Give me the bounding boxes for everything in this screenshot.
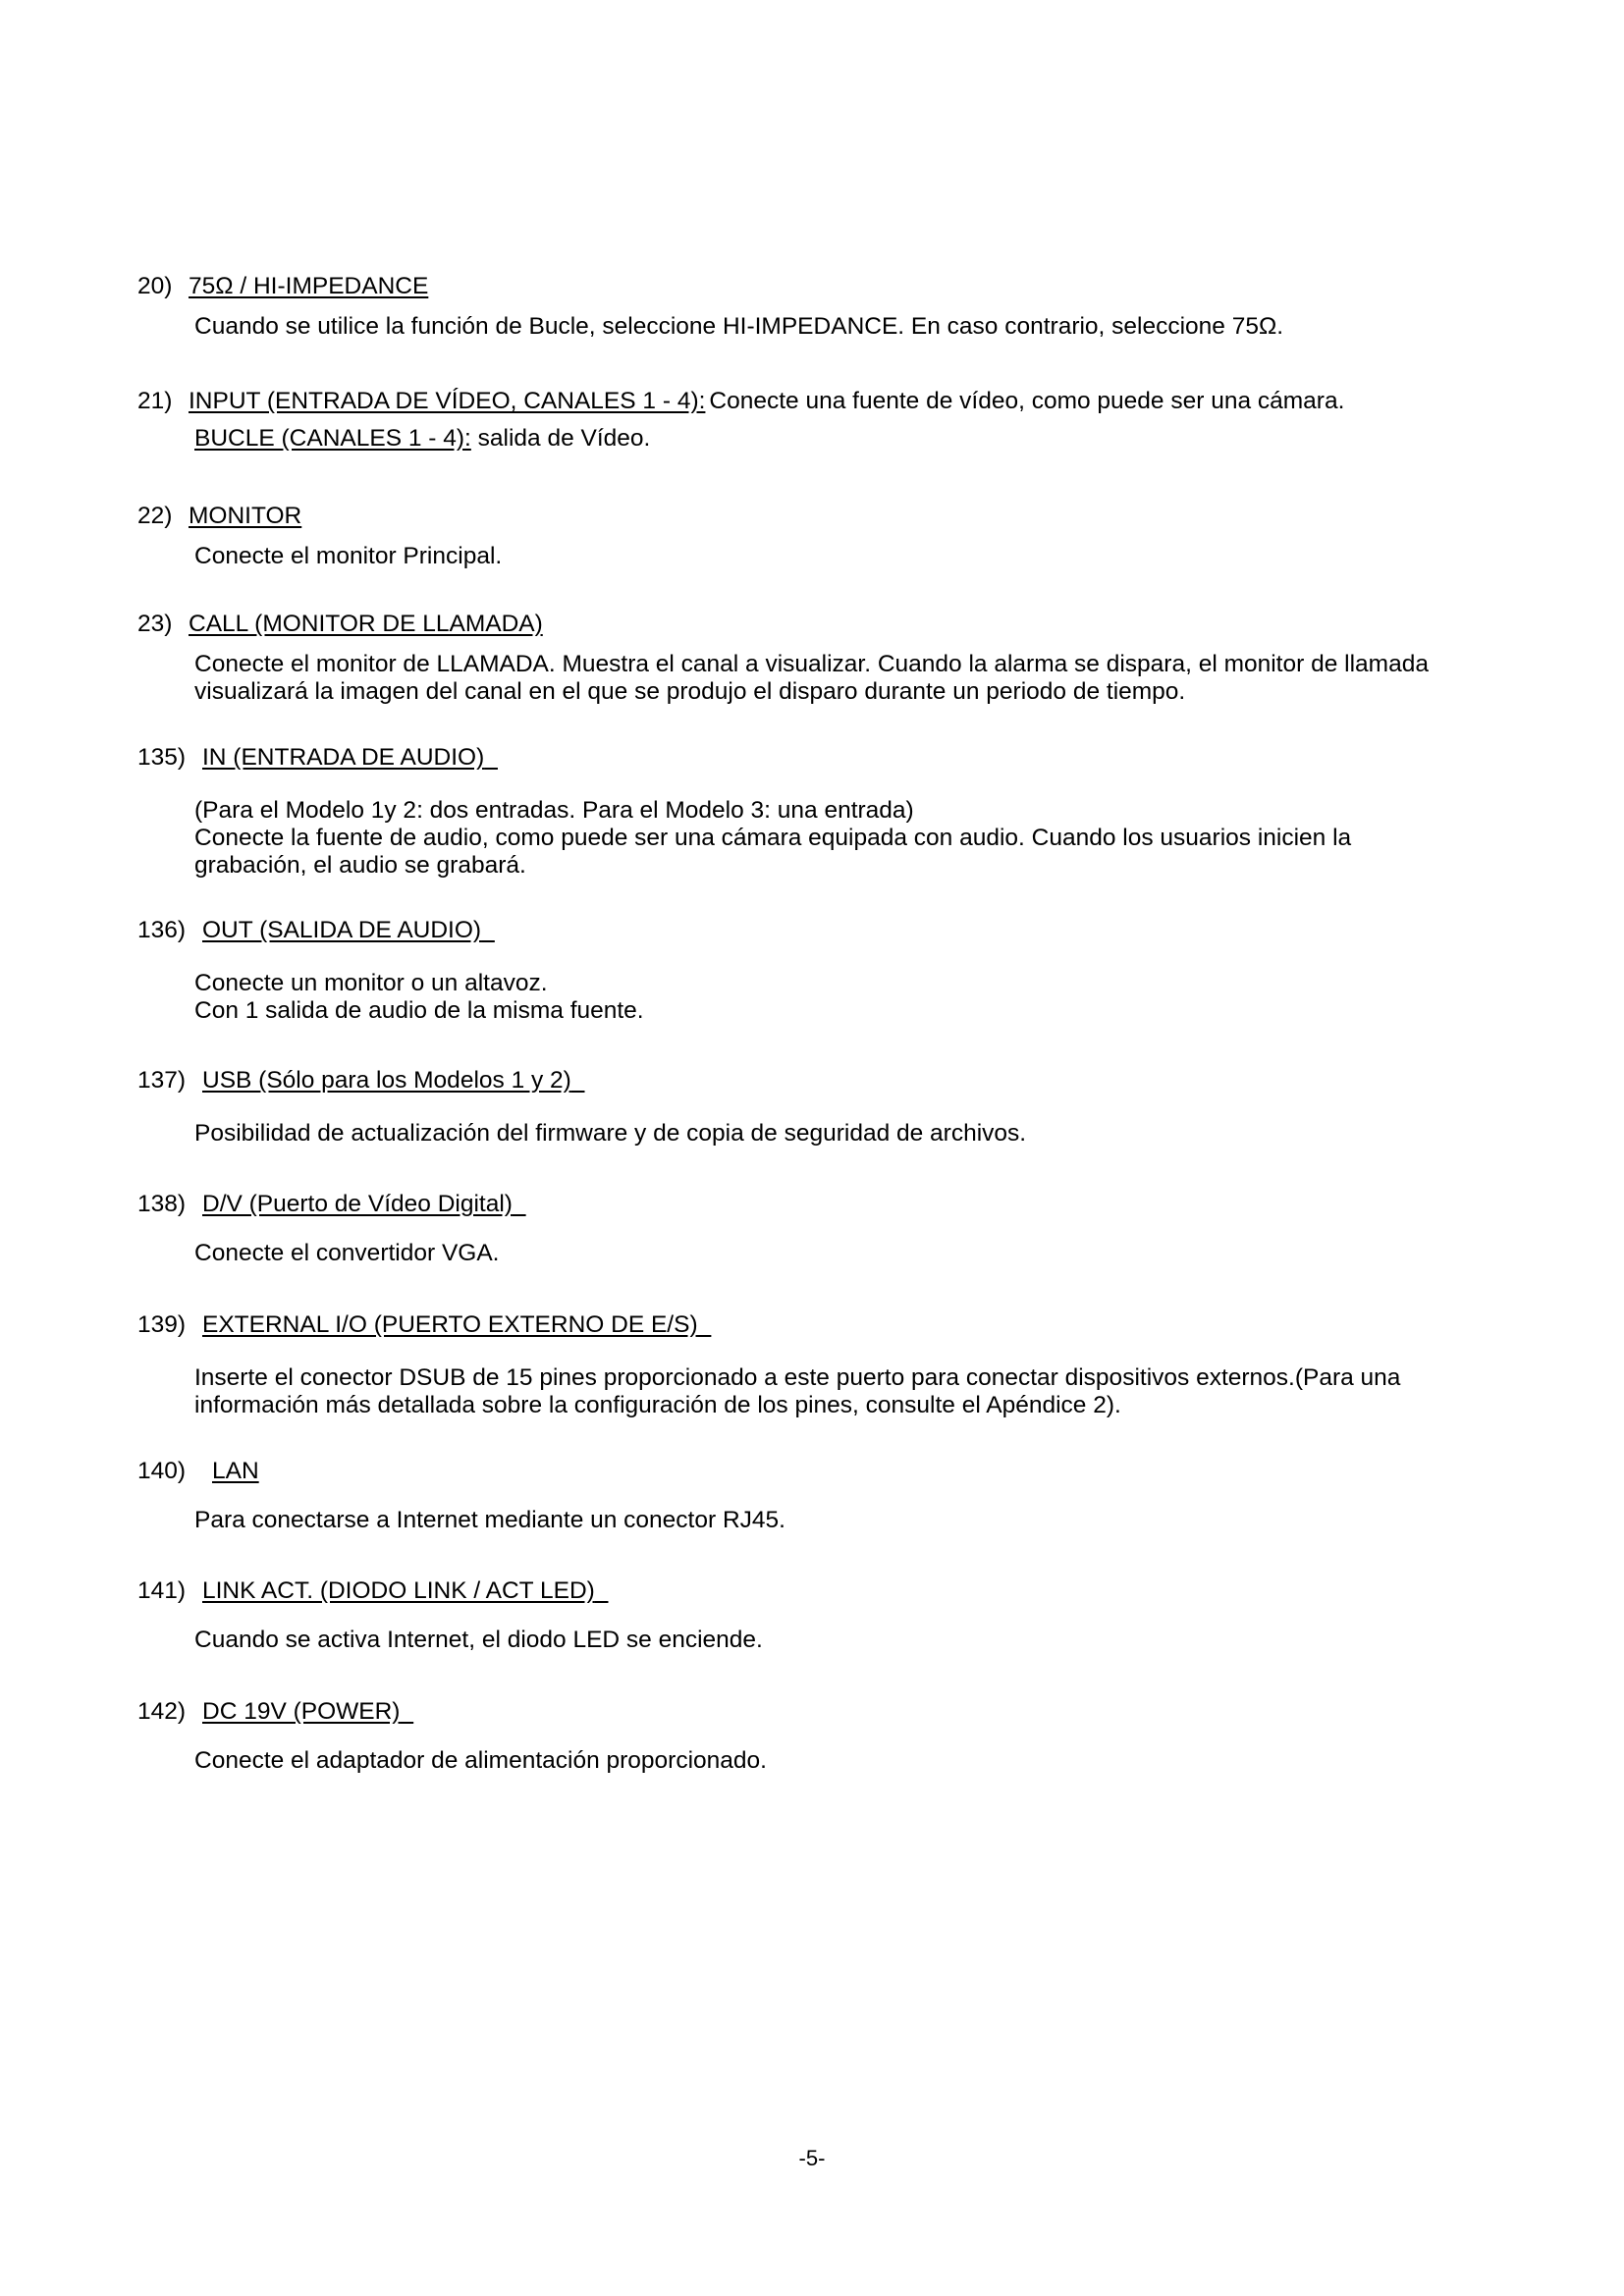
item-heading: 75Ω / HI-IMPEDANCE: [189, 273, 429, 299]
page-number: -5-: [798, 2146, 826, 2170]
item-heading: CALL (MONITOR DE LLAMADA): [189, 611, 543, 637]
item-text: Inserte el conector DSUB de 15 pines proporcionado a este puerto para conectar dispositivos externos.(Para una: [194, 1364, 1401, 1391]
item-140: [137, 1458, 1512, 1534]
item-text: Conecte el monitor de LLAMADA. Muestra el canal a visualizar. Cuando la alarma se dispara, el monitor de llamada: [194, 651, 1429, 677]
item-text: Con 1 salida de audio de la misma fuente.: [194, 997, 644, 1024]
item-heading: DC 19V (POWER): [202, 1698, 401, 1725]
item-number: 21): [137, 388, 173, 414]
item-20: [137, 273, 1512, 341]
item-text: Conecte un monitor o un altavoz.: [194, 970, 548, 996]
item-135: [137, 744, 1512, 880]
item-number: 135): [137, 744, 187, 771]
item-number: 136): [137, 917, 187, 943]
item-text: visualizará la imagen del canal en el que se produjo el disparo durante un periodo de tiempo.: [194, 678, 1186, 705]
item-heading: INPUT (ENTRADA DE VÍDEO, CANALES 1 - 4):: [189, 388, 706, 414]
item-139: [137, 1311, 1512, 1419]
item-number: 140): [137, 1458, 187, 1484]
item-text: Conecte el monitor Principal.: [194, 543, 503, 569]
item-number: 141): [137, 1577, 187, 1604]
item-heading: USB (Sólo para los Modelos 1 y 2): [202, 1067, 571, 1094]
item-142: [137, 1698, 1512, 1775]
item-text: Conecte el convertidor VGA.: [194, 1240, 500, 1266]
item-text: información más detallada sobre la configuración de los pines, consulte el Apéndice 2).: [194, 1392, 1121, 1418]
item-136: [137, 917, 1512, 1025]
item-23: [137, 611, 1512, 706]
item-text: Cuando se activa Internet, el diodo LED se enciende.: [194, 1627, 763, 1653]
item-text: Posibilidad de actualización del firmware y de copia de seguridad de archivos.: [194, 1120, 1027, 1147]
item-number: 137): [137, 1067, 187, 1094]
item-heading: LAN: [212, 1458, 259, 1484]
item-inline-text: Conecte una fuente de vídeo, como puede ser una cámara.: [709, 388, 1345, 414]
item-text: (Para el Modelo 1y 2: dos entradas. Para el Modelo 3: una entrada): [194, 797, 914, 824]
item-138: [137, 1191, 1512, 1267]
item-heading: EXTERNAL I/O (PUERTO EXTERNO DE E/S): [202, 1311, 698, 1338]
item-number: 142): [137, 1698, 187, 1725]
item-text: Conecte el adaptador de alimentación proporcionado.: [194, 1747, 767, 1774]
item-number: 23): [137, 611, 173, 637]
item-sub-text: salida de Vídeo.: [477, 425, 651, 452]
item-heading: LINK ACT. (DIODO LINK / ACT LED): [202, 1577, 595, 1604]
item-sub-heading: BUCLE (CANALES 1 - 4):: [194, 425, 471, 452]
item-number: 22): [137, 503, 173, 529]
item-141: [137, 1577, 1512, 1654]
item-number: 20): [137, 273, 173, 299]
item-heading: D/V (Puerto de Vídeo Digital): [202, 1191, 513, 1217]
item-21: [137, 388, 1512, 453]
item-heading: MONITOR: [189, 503, 302, 529]
item-text: Cuando se utilice la función de Bucle, seleccione HI-IMPEDANCE. En caso contrario, seleccione 75Ω.: [194, 313, 1284, 340]
item-text: Conecte la fuente de audio, como puede ser una cámara equipada con audio. Cuando los usuarios inicien la: [194, 825, 1352, 851]
item-137: [137, 1067, 1512, 1148]
item-heading: OUT (SALIDA DE AUDIO): [202, 917, 482, 943]
item-text: grabación, el audio se grabará.: [194, 852, 526, 879]
item-22: [137, 503, 1512, 570]
item-number: 139): [137, 1311, 187, 1338]
item-number: 138): [137, 1191, 187, 1217]
item-heading: IN (ENTRADA DE AUDIO): [202, 744, 485, 771]
item-text: Para conectarse a Internet mediante un conector RJ45.: [194, 1507, 785, 1533]
